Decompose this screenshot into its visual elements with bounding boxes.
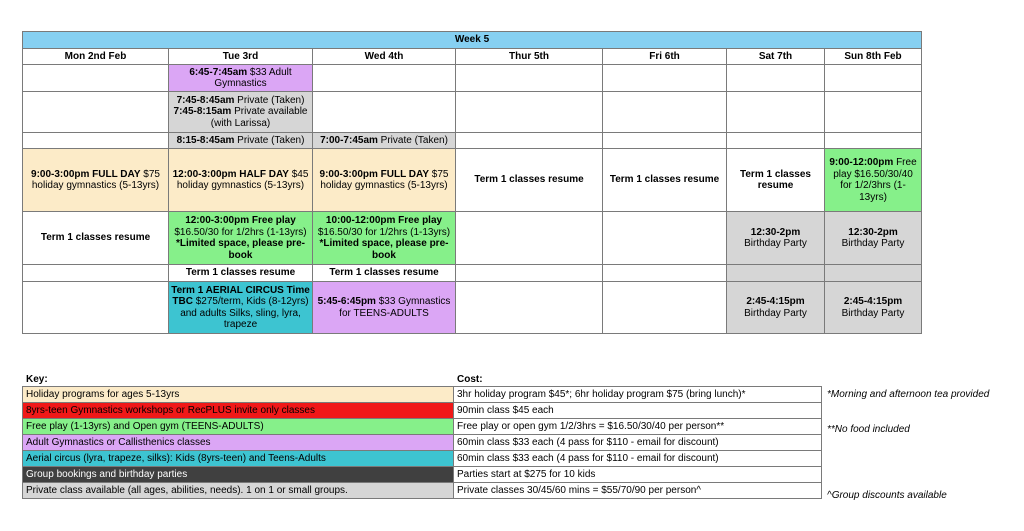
- term-resume-label: Term 1 classes resume: [474, 174, 584, 186]
- class-time: 7:00-7:45am: [320, 134, 378, 146]
- class-description: $33 Gymnastics for TEENS-ADULTS: [339, 296, 451, 319]
- empty-cell: [603, 282, 727, 334]
- class-description: $33 Adult Gymnastics: [214, 66, 292, 89]
- class-time: 8:15-8:45am: [176, 134, 235, 146]
- cost-item: Private classes 30/45/60 mins = $55/70/90 per person^: [454, 483, 822, 499]
- day-header-row: [23, 49, 922, 65]
- day-header-tue: Tue 3rd: [169, 49, 313, 65]
- key-row: [23, 387, 822, 403]
- key-row: [23, 451, 822, 467]
- schedule-row: [23, 282, 922, 334]
- empty-cell: [603, 133, 727, 149]
- schedule-row: [23, 92, 922, 133]
- note-no-food: **No food included: [827, 424, 910, 435]
- class-cell-private: [169, 133, 313, 149]
- week-header-row: [23, 32, 922, 49]
- class-description: $75 holiday gymnastics (5-13yrs): [31, 168, 160, 191]
- term-resume-cell: [23, 212, 169, 265]
- key-cost-table: [22, 386, 822, 499]
- class-note: *Limited space, please pre-book: [176, 238, 305, 261]
- empty-cell: [825, 265, 922, 282]
- cost-title: Cost:: [457, 374, 483, 385]
- class-description: Private (Taken): [234, 134, 305, 146]
- class-description: $75 holiday gymnastics (5-13yrs): [320, 168, 449, 191]
- empty-cell: [456, 92, 603, 133]
- class-time: 12:30-2pm: [848, 226, 898, 238]
- term-resume-cell: [313, 265, 456, 282]
- term-resume-label: Term 1 classes resume: [740, 168, 811, 191]
- class-cell-adult-gymnastics: [169, 65, 313, 92]
- day-header-wed: Wed 4th: [313, 49, 456, 65]
- key-item-adult-gymnastics: Adult Gymnastics or Callisthenics classes: [23, 435, 454, 451]
- term-resume-cell: [169, 265, 313, 282]
- empty-cell: [825, 92, 922, 133]
- class-cell-aerial-circus: [169, 282, 313, 334]
- term-resume-cell: [456, 149, 603, 212]
- class-time: 9:00-12:00pm: [829, 157, 894, 168]
- schedule-row: [23, 133, 922, 149]
- class-time: 5:45-6:45pm: [317, 296, 376, 307]
- day-header-fri: Fri 6th: [603, 49, 727, 65]
- empty-cell: [313, 92, 456, 133]
- empty-cell: [23, 282, 169, 334]
- empty-cell: [313, 65, 456, 92]
- class-cell-birthday-party: [727, 282, 825, 334]
- class-description: Free play $16.50/30/40 for 1/2/3hrs (1-13yrs): [833, 157, 917, 203]
- key-title: Key:: [26, 374, 48, 385]
- class-time: Term 1 AERIAL CIRCUS Time TBC: [171, 284, 310, 307]
- class-time: 7:45-8:15am: [173, 106, 232, 118]
- class-time: 2:45-4:15pm: [746, 296, 805, 307]
- schedule-row: [23, 149, 922, 212]
- key-item-private-class: Private class available (all ages, abilities, needs). 1 on 1 or small groups.: [23, 483, 454, 499]
- class-cell-birthday-party: [727, 212, 825, 265]
- key-item-workshops: 8yrs-teen Gymnastics workshops or RecPLUS invite only classes: [23, 403, 454, 419]
- class-cell-holiday-full-day: [23, 149, 169, 212]
- empty-cell: [23, 133, 169, 149]
- class-time: 12:30-2pm: [750, 226, 801, 238]
- key-item-free-play: Free play (1-13yrs) and Open gym (TEENS-ADULTS): [23, 419, 454, 435]
- term-resume-label: Term 1 classes resume: [329, 267, 439, 279]
- key-row: [23, 435, 822, 451]
- class-cell-private: [313, 133, 456, 149]
- day-header-thu: Thur 5th: [456, 49, 603, 65]
- class-description: Birthday Party: [841, 307, 905, 319]
- class-time: 6:45-7:45am: [189, 66, 248, 78]
- cost-item: Free play or open gym 1/2/3hrs = $16.50/30/40 per person**: [454, 419, 822, 435]
- class-cell-free-play: [313, 212, 456, 265]
- schedule-row: [23, 65, 922, 92]
- empty-cell: [727, 265, 825, 282]
- cost-item: Parties start at $275 for 10 kids: [454, 467, 822, 483]
- empty-cell: [603, 65, 727, 92]
- empty-cell: [727, 92, 825, 133]
- note-group-discounts: ^Group discounts available: [827, 490, 947, 501]
- class-cell-private: [169, 92, 313, 133]
- class-cell-teens-adults: [313, 282, 456, 334]
- cost-item: 3hr holiday program $45*; 6hr holiday program $75 (bring lunch)*: [454, 387, 822, 403]
- class-cell-free-play: [169, 212, 313, 265]
- schedule-row: [23, 265, 922, 282]
- day-header-sat: Sat 7th: [727, 49, 825, 65]
- class-cell-holiday-half-day: [169, 149, 313, 212]
- class-cell-birthday-party: [825, 282, 922, 334]
- class-description: Private (Taken): [377, 134, 448, 146]
- class-description: Birthday Party: [841, 238, 905, 249]
- class-description: Private (Taken): [234, 94, 305, 106]
- empty-cell: [23, 265, 169, 282]
- term-resume-cell: [727, 149, 825, 212]
- empty-cell: [825, 133, 922, 149]
- class-description: $16.50/30 for 1/2hrs (1-13yrs): [317, 226, 451, 238]
- cost-item: 60min class $33 each (4 pass for $110 - email for discount): [454, 435, 822, 451]
- class-description: $45 holiday gymnastics (5-13yrs): [176, 168, 309, 191]
- empty-cell: [23, 65, 169, 92]
- schedule-row: [23, 212, 922, 265]
- empty-cell: [456, 212, 603, 265]
- key-row: [23, 467, 822, 483]
- class-note: *Limited space, please pre-book: [319, 238, 449, 261]
- class-time: 12:00-3:00pm Free play: [185, 215, 296, 226]
- class-time: 7:45-8:45am: [176, 94, 235, 106]
- class-cell-holiday-full-day: [313, 149, 456, 212]
- class-cell-birthday-party: [825, 212, 922, 265]
- note-morning-tea: *Morning and afternoon tea provided: [827, 389, 990, 400]
- class-description: Birthday Party: [744, 307, 807, 319]
- term-resume-label: Term 1 classes resume: [185, 267, 296, 279]
- empty-cell: [825, 65, 922, 92]
- key-item-group-bookings: Group bookings and birthday parties: [23, 467, 454, 483]
- empty-cell: [456, 65, 603, 92]
- term-resume-cell: [603, 149, 727, 212]
- class-cell-free-play: [825, 149, 922, 212]
- key-item-aerial-circus: Aerial circus (lyra, trapeze, silks): Kids (8yrs-teen) and Teens-Adults: [23, 451, 454, 467]
- cost-item: 60min class $33 each (4 pass for $110 - email for discount): [454, 451, 822, 467]
- empty-cell: [603, 92, 727, 133]
- day-header-mon: Mon 2nd Feb: [23, 49, 169, 65]
- class-time: 12:00-3:00pm HALF DAY: [172, 168, 289, 180]
- empty-cell: [456, 265, 603, 282]
- class-time: 9:00-3:00pm FULL DAY: [31, 168, 141, 180]
- empty-cell: [603, 265, 727, 282]
- key-row: [23, 483, 822, 499]
- class-description: Birthday Party: [744, 238, 807, 249]
- class-time: 2:45-4:15pm: [843, 296, 903, 307]
- class-description: $275/term, Kids (8-12yrs) and adults Silks, sling, lyra, trapeze: [180, 296, 309, 330]
- weekly-schedule-table: [22, 31, 922, 334]
- empty-cell: [456, 282, 603, 334]
- empty-cell: [727, 65, 825, 92]
- empty-cell: [603, 212, 727, 265]
- week-title: Week 5: [23, 32, 922, 49]
- key-row: [23, 403, 822, 419]
- cost-item: 90min class $45 each: [454, 403, 822, 419]
- term-resume-label: Term 1 classes resume: [40, 232, 151, 244]
- empty-cell: [727, 133, 825, 149]
- day-header-sun: Sun 8th Feb: [825, 49, 922, 65]
- class-time: 10:00-12:00pm Free play: [325, 215, 443, 226]
- empty-cell: [23, 92, 169, 133]
- class-description: $16.50/30 for 1/2hrs (1-13yrs): [174, 226, 307, 238]
- empty-cell: [456, 133, 603, 149]
- class-time: 9:00-3:00pm FULL DAY: [319, 168, 429, 180]
- key-row: [23, 419, 822, 435]
- term-resume-label: Term 1 classes resume: [609, 174, 720, 186]
- class-description: Private available (with Larissa): [210, 106, 308, 129]
- key-item-holiday: Holiday programs for ages 5-13yrs: [23, 387, 454, 403]
